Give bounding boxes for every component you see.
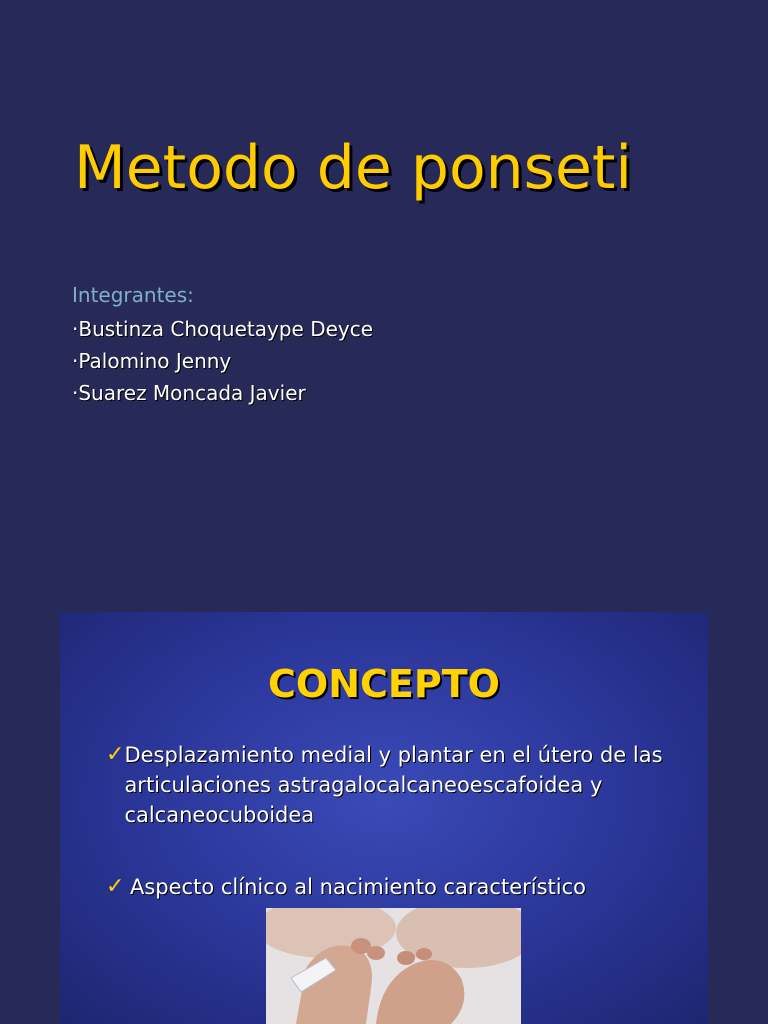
members-label: Integrantes: xyxy=(72,283,194,307)
newborn-feet-photo xyxy=(266,908,521,1024)
bullet-item xyxy=(106,872,686,902)
slide-title: Metodo de ponseti xyxy=(74,133,633,203)
bullet-text: Aspecto clínico al nacimiento característico xyxy=(130,875,586,899)
bullet-text: Desplazamiento medial y plantar en el útero de las articulaciones astragalocalcaneoescafoidea y calcaneocuboidea xyxy=(124,743,663,827)
members-list xyxy=(72,283,373,409)
member-item: ·Suarez Moncada Javier xyxy=(72,381,306,405)
checkmark-icon: ✓ xyxy=(106,874,125,899)
checkmark-icon: ✓ xyxy=(106,742,125,767)
member-item: ·Palomino Jenny xyxy=(72,349,232,373)
concept-title: CONCEPTO xyxy=(268,662,500,706)
bullet-item xyxy=(106,740,686,830)
slide-2 xyxy=(60,612,708,1024)
feet-illustration xyxy=(266,908,521,1024)
member-item: ·Bustinza Choquetaype Deyce xyxy=(72,317,374,341)
